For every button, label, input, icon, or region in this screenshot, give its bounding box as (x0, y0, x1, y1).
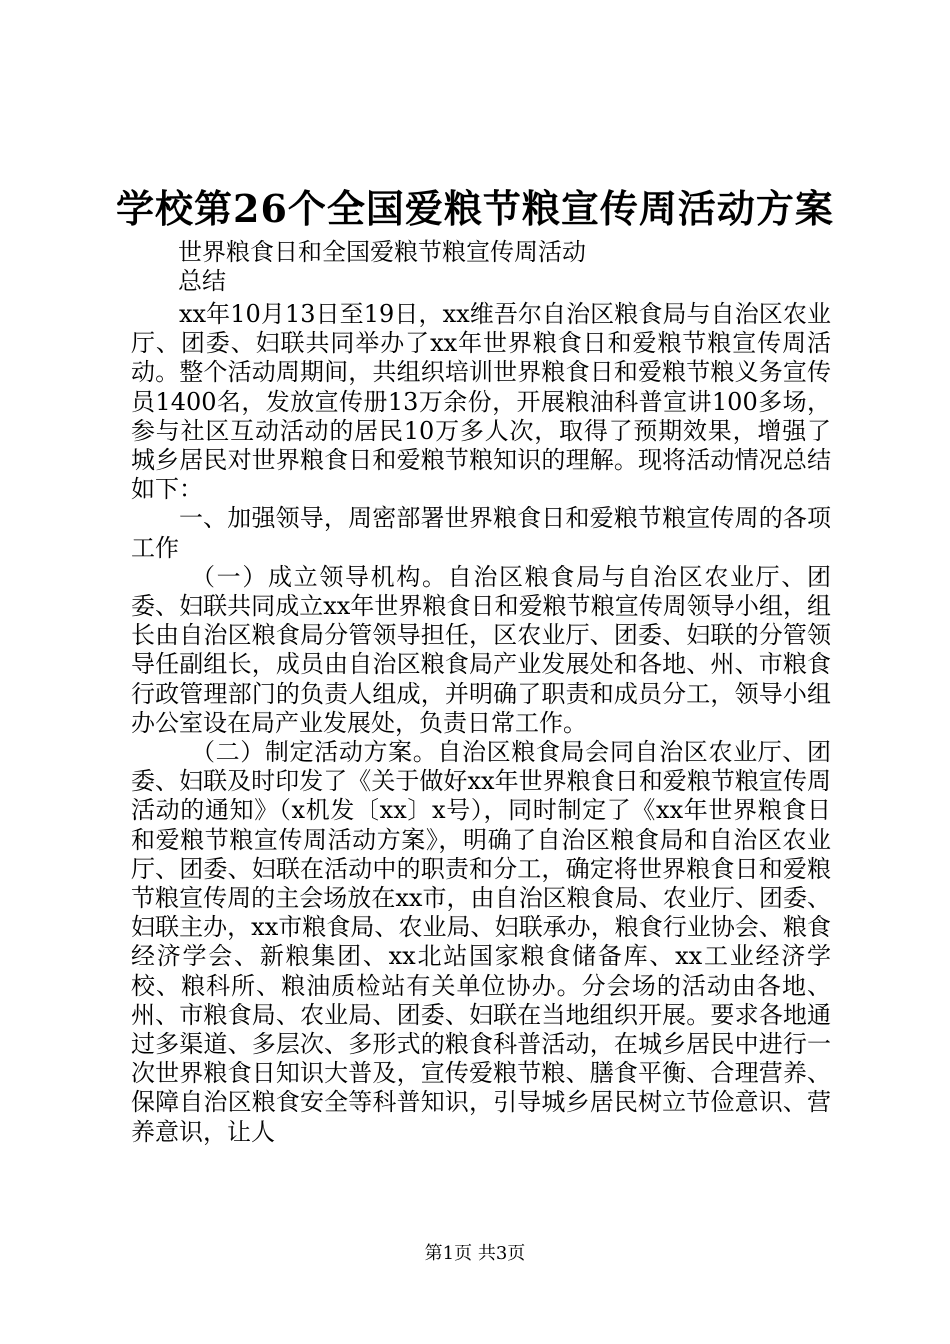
section-heading-1: 一、加强领导，周密部署世界粮食日和爱粮节粮宣传周的各项工作 (131, 504, 831, 562)
subtitle-line-1: 世界粮食日和全国爱粮节粮宣传周活动 (178, 238, 586, 266)
paragraph-intro: xx年10月13日至19日，xx维吾尔自治区粮食局与自治区农业厅、团委、妇联共同举办了xx年世界粮食日和爱粮节粮宣传周活动。整个活动周期间，共组织培训世界粮食日和爱粮节粮义务宣传员1400名，发放宣传册13万余份，开展粮油科普宣讲100多场，参与社区互动活动的居民10万多人次，取得了预期效果，增强了城乡居民对世界粮食日和爱粮节粮知识的理解。现将活动情况总结如下： (131, 300, 831, 504)
paragraph-plan: （二）制定活动方案。自治区粮食局会同自治区农业厅、团委、妇联及时印发了《关于做好xx年世界粮食日和爱粮节粮宣传周活动的通知》（x机发〔xx〕x号），同时制定了《xx年世界粮食日和爱粮节粮宣传周活动方案》，明确了自治区粮食局和自治区农业厅、团委、妇联在活动中的职责和分工，确定将世界粮食日和爱粮节粮宣传周的主会场放在xx市，由自治区粮食局、农业厅、团委、妇联主办，xx市粮食局、农业局、妇联承办，粮食行业协会、粮食经济学会、新粮集团、xx北站国家粮食储备库、xx工业经济学校、粮科所、粮油质检站有关单位协办。分会场的活动由各地、州、市粮食局、农业局、团委、妇联在当地组织开展。要求各地通过多渠道、多层次、多形式的粮食科普活动，在城乡居民中进行一次世界粮食日知识大普及，宣传爱粮节粮、膳食平衡、合理营养、保障自治区粮食安全等科普知识，引导城乡居民树立节俭意识、营养意识，让人 (131, 738, 831, 1146)
subtitle-line-2: 总结 (178, 267, 226, 295)
paragraph-leadership: （一）成立领导机构。自治区粮食局与自治区农业厅、团委、妇联共同成立xx年世界粮食日和爱粮节粮宣传周领导小组，组长由自治区粮食局分管领导担任，区农业厅、团委、妇联的分管领导任副组长，成员由自治区粮食局产业发展处和各地、州、市粮食行政管理部门的负责人组成，并明确了职责和成员分工，领导小组办公室设在局产业发展处，负责日常工作。 (131, 562, 831, 737)
document-body (131, 300, 831, 1147)
page-footer: 第1页 共3页 (424, 1243, 526, 1264)
document-subtitle (178, 238, 586, 296)
document-title: 学校第26个全国爱粮节粮宣传周活动方案 (116, 186, 834, 231)
